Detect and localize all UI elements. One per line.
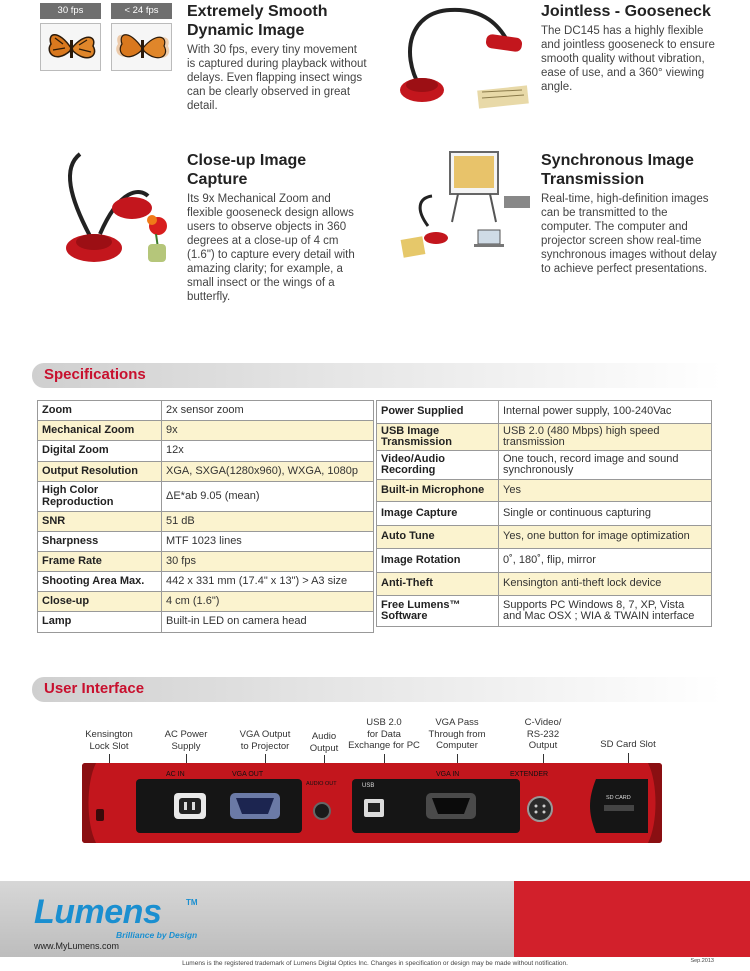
spec-right-key: Power Supplied: [377, 401, 499, 424]
spec-left-key: Shooting Area Max.: [38, 572, 162, 592]
spec-right-row: [377, 526, 712, 549]
spec-left-value: 9x: [162, 421, 374, 441]
gooseneck-camera-image: [390, 2, 535, 114]
spec-left-row: [38, 482, 374, 512]
back-panel-image: [82, 763, 662, 843]
spec-right-key: USB Image Transmission: [377, 424, 499, 451]
trademark-disclaimer: Lumens is the registered trademark of Lumens Digital Optics Inc. Changes in specification or design may be made without notification.: [182, 960, 568, 967]
spec-left-value: Built-in LED on camera head: [162, 612, 374, 633]
spec-left-row: [38, 612, 374, 633]
spec-left-key: Digital Zoom: [38, 441, 162, 462]
print-date: Sep.2013: [690, 958, 714, 964]
spec-left-value: 51 dB: [162, 512, 374, 532]
spec-left-row: [38, 552, 374, 572]
spec-right-value: Supports PC Windows 8, 7, XP, Vista and Mac OSX ; WIA & TWAIN interface: [499, 596, 712, 627]
extender-port: [528, 797, 552, 821]
spec-right-value: 0˚, 180˚, flip, mirror: [499, 549, 712, 573]
spec-right-key: Free Lumens™ Software: [377, 596, 499, 627]
panel-mark-extender: EXTENDER: [510, 771, 549, 778]
sd-card-slot: [604, 805, 634, 811]
user-interface-title: User Interface: [44, 680, 145, 697]
spec-right-row: [377, 502, 712, 526]
fps-tag-24: < 24 fps: [111, 3, 172, 19]
spec-left-value: ΔE*ab 9.05 (mean): [162, 482, 374, 512]
spec-left-key: High Color Reproduction: [38, 482, 162, 512]
closeup-camera-image: [60, 148, 185, 266]
spec-left-value: 4 cm (1.6"): [162, 592, 374, 612]
spec-right-value: USB 2.0 (480 Mbps) high speed transmission: [499, 424, 712, 451]
spec-left-key: SNR: [38, 512, 162, 532]
spec-right-value: Internal power supply, 100-240Vac: [499, 401, 712, 424]
ui-port-label: Kensington Lock Slot: [85, 729, 133, 752]
spec-right-row: [377, 424, 712, 451]
feature-gooseneck: [541, 2, 721, 94]
spec-right-value: Single or continuous capturing: [499, 502, 712, 526]
feature-gooseneck-body: The DC145 has a highly flexible and jointless gooseneck to ensure smooth quality without vibration, ease of use, and a 360° viewing angle.: [541, 25, 715, 93]
panel-mark-vga-out: VGA OUT: [232, 771, 264, 778]
feature-closeup-title: Close-up Image Capture: [187, 152, 307, 188]
panel-mark-ac: AC IN: [166, 771, 185, 778]
spec-right-value: Yes: [499, 480, 712, 502]
spec-left-key: Mechanical Zoom: [38, 421, 162, 441]
spec-left-row: [38, 421, 374, 441]
ui-port-label: VGA Pass Through from Computer: [428, 717, 486, 751]
spec-right-row: [377, 549, 712, 573]
panel-mark-audio: AUDIO OUT: [306, 781, 337, 787]
spec-left-key: Frame Rate: [38, 552, 162, 572]
feature-sync-title: Synchronous Image Transmission: [541, 152, 694, 188]
spec-left-row: [38, 401, 374, 421]
spec-right-key: Auto Tune: [377, 526, 499, 549]
spec-left-key: Sharpness: [38, 532, 162, 552]
spec-right-row: [377, 401, 712, 424]
spec-right-value: Kensington anti-theft lock device: [499, 573, 712, 596]
website-url[interactable]: www.MyLumens.com: [34, 941, 120, 951]
feature-smooth-image: [187, 2, 367, 113]
logo-tagline: Brilliance by Design: [116, 930, 198, 940]
panel-mark-usb: USB: [362, 783, 375, 789]
butterfly-sharp-image: [40, 23, 101, 71]
panel-mark-sd: SD CARD: [606, 795, 631, 801]
spec-left-row: [38, 441, 374, 462]
feature-smooth-title: Extremely Smooth Dynamic Image: [187, 3, 328, 39]
ui-port-label: AC Power Supply: [164, 729, 208, 752]
spec-right-row: [377, 480, 712, 502]
feature-smooth-body: With 30 fps, every tiny movement is captured during playback without delays. Even flapping insect wings can be clearly observed in great detail.: [187, 44, 367, 112]
spec-left-value: 12x: [162, 441, 374, 462]
spec-left-value: MTF 1023 lines: [162, 532, 374, 552]
ui-port-label: SD Card Slot: [600, 739, 656, 750]
ui-port-label: USB 2.0 for Data Exchange for PC: [348, 717, 420, 751]
spec-left-key: Zoom: [38, 401, 162, 421]
user-interface-header: [32, 677, 722, 702]
logo-trademark: TM: [186, 898, 198, 907]
feature-closeup-body: Its 9x Mechanical Zoom and flexible gooseneck design allows users to observe objects in 360 degrees at a close-up of 4 cm (1.6") to capture every detail with amazing clarity; for example, a small insect or the wings of a butterfly.: [187, 193, 355, 303]
spec-left-row: [38, 592, 374, 612]
feature-gooseneck-title: Jointless - Gooseneck: [541, 3, 711, 20]
spec-right-value: One touch, record image and sound synchronously: [499, 451, 712, 480]
spec-right-key: Image Rotation: [377, 549, 499, 573]
butterfly-blurred-image: [111, 23, 172, 71]
spec-right-value: Yes, one button for image optimization: [499, 526, 712, 549]
ui-port-label: C-Video/ RS-232 Output: [524, 717, 562, 751]
lumens-logo: Lumens: [34, 893, 162, 931]
spec-right-key: Video/Audio Recording: [377, 451, 499, 480]
spec-right-row: [377, 596, 712, 627]
spec-table-left: [37, 400, 374, 633]
fps-tag-30: 30 fps: [40, 3, 101, 19]
panel-mark-vga-in: VGA IN: [436, 771, 460, 778]
spec-left-value: 2x sensor zoom: [162, 401, 374, 421]
spec-left-value: XGA, SXGA(1280x960), WXGA, 1080p: [162, 462, 374, 482]
spec-left-value: 30 fps: [162, 552, 374, 572]
spec-table-right: [376, 400, 712, 627]
feature-sync: [541, 151, 721, 276]
spec-left-key: Output Resolution: [38, 462, 162, 482]
fps-comparison: [40, 3, 172, 73]
sync-transmission-image: [398, 150, 538, 262]
feature-closeup: [187, 151, 365, 304]
spec-left-row: [38, 462, 374, 482]
specifications-header: [32, 363, 722, 388]
spec-left-row: [38, 532, 374, 552]
spec-left-row: [38, 572, 374, 592]
audio-out-port: [314, 803, 330, 819]
spec-right-row: [377, 451, 712, 480]
footer-red-band: [514, 881, 750, 957]
spec-left-value: 442 x 331 mm (17.4" x 13") > A3 size: [162, 572, 374, 592]
spec-right-key: Built-in Microphone: [377, 480, 499, 502]
spec-left-key: Lamp: [38, 612, 162, 633]
ui-port-label: Audio Output: [309, 731, 339, 754]
spec-right-row: [377, 573, 712, 596]
ui-port-label: VGA Output to Projector: [239, 729, 291, 752]
kensington-slot: [96, 809, 104, 821]
spec-right-key: Image Capture: [377, 502, 499, 526]
specifications-title: Specifications: [44, 366, 146, 383]
spec-left-row: [38, 512, 374, 532]
feature-sync-body: Real-time, high-definition images can be transmitted to the computer. The computer and projector screen show real-time synchronous images without delay to achieve perfect presentations.: [541, 193, 717, 275]
spec-right-key: Anti-Theft: [377, 573, 499, 596]
spec-left-key: Close-up: [38, 592, 162, 612]
